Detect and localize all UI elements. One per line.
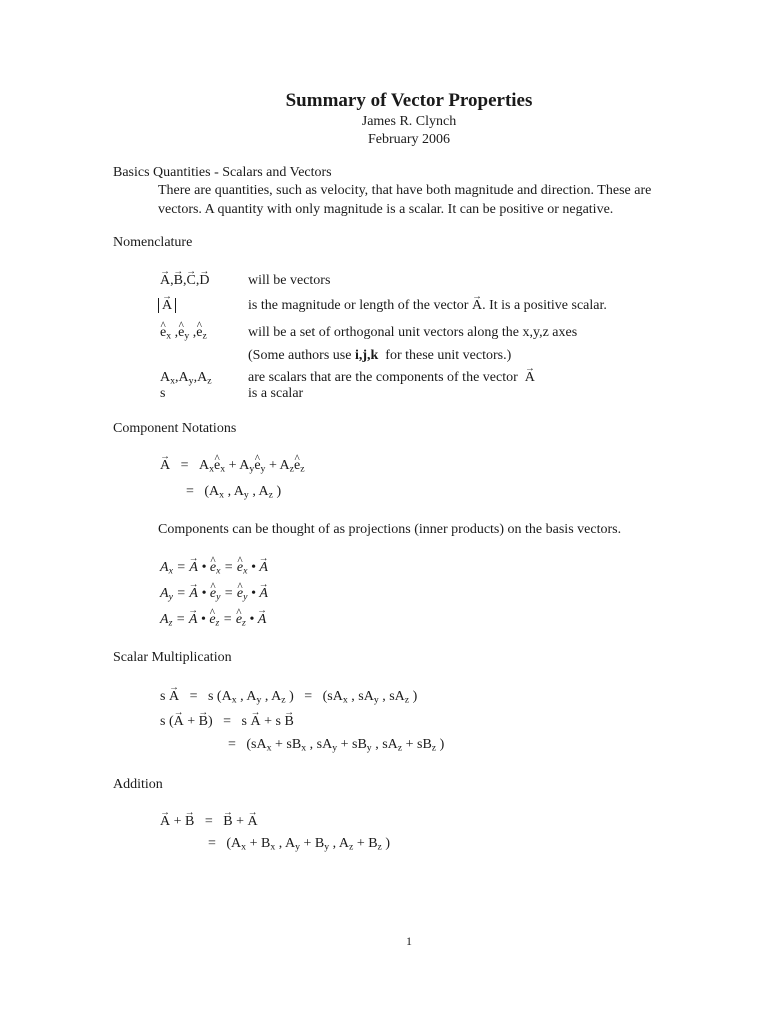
equation-component-1: → $A = A_x\^{}$ $e_x$ + $A_y\^{}$ $e_y$ + $A_z\^{}$ $e_z$ <box>160 458 305 474</box>
section-heading-basics: Basics Quantities - Scalars and Vectors <box>113 165 332 180</box>
nomenclature-row-3-desc: will be a set of orthogonal unit vectors along the x,y,z axes <box>248 325 578 340</box>
equation-projection-y: $A_y$ = → A • ^ $e_y$ = ^ $e_y$ • → A <box>160 586 268 602</box>
nomenclature-row-5-desc: are scalars that are the components of the vector → A <box>248 370 535 386</box>
vector-symbols: → A,→ B,→ C,→ D <box>160 273 209 289</box>
nomenclature-row-6-desc: is a scalar <box>248 386 304 401</box>
basics-paragraph-line-2: vectors. A quantity with only magnitude is a scalar. It can be positive or negative. <box>158 202 614 217</box>
equation-addition-1: → A + → B = → B + → A <box>160 814 258 830</box>
nomenclature-row-2-desc: is the magnitude or length of the vector → A. It is a positive scalar. <box>248 298 607 314</box>
nomenclature-row-4-note: (Some authors use i,j,k for these unit vectors.) <box>248 348 512 363</box>
equation-component-2: = ($A_x$ , $A_y$ , $A_z$ ) <box>186 484 282 501</box>
section-heading-addition: Addition <box>113 777 163 792</box>
unit-vector-symbols: ^ $e_x$ ,^ $e_y$ ,^ $e_z$ <box>160 325 207 341</box>
equation-projection-z: $A_z$ = → A • ^ $e_z$ = ^ $e_z$ • → A <box>160 612 266 628</box>
component-scalars-symbol: $A_x,A_y,A_z$ <box>160 370 212 387</box>
page-title: Summary of Vector Properties <box>285 90 533 111</box>
author: James R. Clynch <box>361 114 457 129</box>
basics-paragraph-line-1: There are quantities, such as velocity, that have both magnitude and direction. These are <box>158 183 652 198</box>
section-heading-nomenclature: Nomenclature <box>113 235 193 250</box>
equation-projection-x: $A_x$ = → A • ^ $e_x$ = ^ $e_x$ • → A <box>160 560 268 576</box>
equation-addition-2: = ($A_x + B_x$ , $A_y + B_y$ , $A_z + B_z$ ) <box>208 836 391 853</box>
date: February 2006 <box>367 132 451 147</box>
equation-scalar-1: s → A = s ($A_x$ , $A_y$ , $A_z$ ) = ($sA_x$ , $sA_y$ , $sA_z$ ) <box>160 689 417 705</box>
page-number: 1 <box>406 934 412 948</box>
section-heading-scalar-multiplication: Scalar Multiplication <box>113 650 232 665</box>
equation-scalar-2: s (→ A + → B) = s → A + s → B <box>160 714 294 730</box>
projection-paragraph: Components can be thought of as projections (inner products) on the basis vectors. <box>158 522 622 537</box>
scalar-symbol: s <box>160 386 166 401</box>
magnitude-symbol: → A <box>158 298 176 314</box>
equation-scalar-3: = ($sA_x + sB_x$ , $sA_y + sB_y$ , $sA_z + sB_z$ ) <box>228 737 445 754</box>
nomenclature-row-1-desc: will be vectors <box>248 273 331 288</box>
section-heading-component-notations: Component Notations <box>113 421 237 436</box>
